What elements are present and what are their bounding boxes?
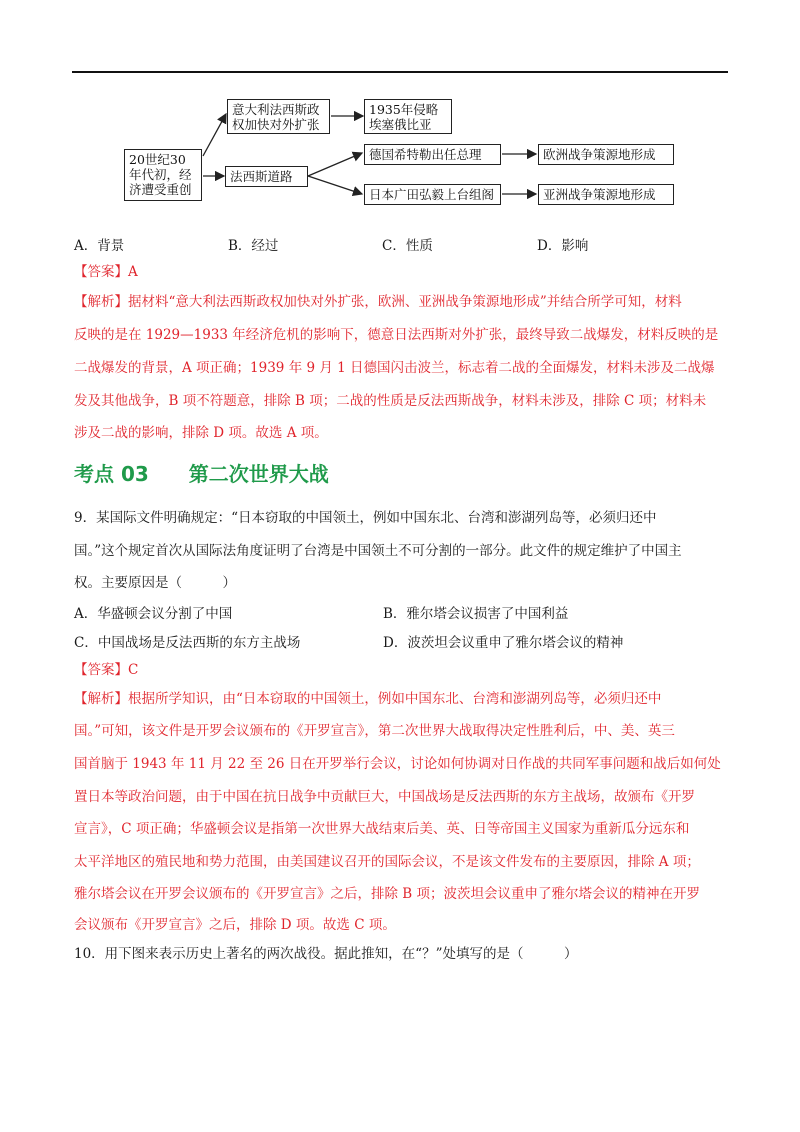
- q8-analysis-line-3: 二战爆发的背景，A 项正确；1939 年 9 月 1 日德国闪击波兰，标志着二战的全面爆发，材料未涉及二战爆: [74, 360, 715, 376]
- q8-analysis-line-2: 反映的是在 1929—1933 年经济危机的影响下，德意日法西斯对外扩张，最终导致二战爆发，材料反映的是: [74, 327, 719, 343]
- japan-label: 日本广田弘毅上台组阁: [369, 187, 495, 202]
- q8-analysis-line-4: 发及其他战争，B 项不符题意，排除 B 项；二战的性质是反法西斯战争，材料未涉及，排除 C 项；材料未: [74, 393, 707, 409]
- q9-option-d: D．波茨坦会议重申了雅尔塔会议的精神: [383, 635, 624, 651]
- q9-option-a: A．华盛顿会议分割了中国: [74, 606, 233, 622]
- ethiopia-line-1: 1935年侵略: [369, 102, 439, 117]
- q8-option-a: A．背景: [74, 238, 125, 254]
- flow-diagram: [118, 96, 683, 216]
- q8-analysis-line-1: 【解析】据材料“意大利法西斯政权加快对外扩张，欧洲、亚洲战争策源地形成”并结合所学可知，材料: [74, 294, 682, 310]
- q9-answer: 【答案】C: [74, 662, 139, 678]
- section-heading: [74, 458, 329, 487]
- q9-stem-line-1: 9．某国际文件明确规定：“日本窃取的中国领土，例如中国东北、台湾和澎湖列岛等，必须归还中: [74, 510, 657, 526]
- section-label: 考点 03: [74, 462, 149, 486]
- q8-option-d: D．影响: [537, 238, 589, 254]
- start-line-2: 年代初，经: [129, 167, 192, 182]
- diagram-box-europe: [538, 144, 674, 165]
- q9-analysis-line-4: 置日本等政治问题，由于中国在抗日战争中贡献巨大，中国战场是反法西斯的东方主战场，故颁布《开罗: [74, 789, 695, 805]
- q9-analysis-line-2: 国。”可知，该文件是开罗会议颁布的《开罗宣言》，第二次世界大战取得决定性胜利后，中、美、英三: [74, 723, 675, 739]
- q9-option-c: C．中国战场是反法西斯的东方主战场: [74, 635, 301, 651]
- ethiopia-line-2: 埃塞俄比亚: [369, 117, 432, 132]
- section-title-text: 第二次世界大战: [188, 462, 329, 486]
- q9-analysis-line-8: 会议颁布《开罗宣言》之后，排除 D 项。故选 C 项。: [74, 917, 396, 933]
- header-rule: [72, 71, 728, 73]
- diagram-box-fascism: [225, 166, 308, 187]
- q9-analysis-line-6: 太平洋地区的殖民地和势力范围，由美国建议召开的国际会议，不是该文件发布的主要原因，排除 A 项；: [74, 854, 700, 870]
- fascism-label: 法西斯道路: [230, 169, 293, 184]
- start-line-1: 20世纪30: [129, 152, 186, 167]
- q9-analysis-line-5: 宣言》，C 项正确；华盛顿会议是指第一次世界大战结束后美、英、日等帝国主义国家为重新瓜分远东和: [74, 821, 690, 837]
- q9-stem-line-2: 国。”这个规定首次从国际法角度证明了台湾是中国领土不可分割的一部分。此文件的规定维护了中国主: [74, 543, 682, 559]
- start-line-3: 济遭受重创: [129, 182, 192, 197]
- q8-answer: 【答案】A: [74, 264, 138, 280]
- diagram-box-asia: [538, 184, 674, 205]
- germany-label: 德国希特勒出任总理: [369, 147, 482, 162]
- diagram-box-italy: [227, 99, 330, 134]
- europe-label: 欧洲战争策源地形成: [543, 147, 656, 162]
- asia-label: 亚洲战争策源地形成: [543, 187, 656, 202]
- q8-option-c: C．性质: [382, 238, 433, 254]
- diagram-box-germany: [364, 144, 501, 165]
- diagram-box-japan: [364, 184, 501, 205]
- q9-analysis-line-3: 国首脑于 1943 年 11 月 22 至 26 日在开罗举行会议，讨论如何协调对日作战的共同军事问题和战后如何处: [74, 756, 721, 772]
- q8-option-b: B．经过: [228, 238, 279, 254]
- q9-option-b: B．雅尔塔会议损害了中国利益: [383, 606, 569, 622]
- italy-line-2: 权加快对外扩张: [232, 117, 320, 132]
- q8-analysis-line-5: 涉及二战的影响，排除 D 项。故选 A 项。: [74, 425, 328, 441]
- q10-stem: 10．用下图来表示历史上著名的两次战役。据此推知，在“？”处填写的是（ ）: [74, 946, 578, 962]
- diagram-box-ethiopia: [364, 99, 452, 134]
- q9-analysis-line-1: 【解析】根据所学知识，由“日本窃取的中国领土，例如中国东北、台湾和澎湖列岛等，必须归还中: [74, 691, 662, 707]
- diagram-box-start: [124, 149, 202, 201]
- q9-stem-line-3: 权。主要原因是（ ）: [74, 575, 236, 591]
- italy-line-1: 意大利法西斯政: [232, 102, 320, 117]
- q9-analysis-line-7: 雅尔塔会议在开罗会议颁布的《开罗宣言》之后，排除 B 项；波茨坦会议重申了雅尔塔会议的精神在开罗: [74, 886, 701, 902]
